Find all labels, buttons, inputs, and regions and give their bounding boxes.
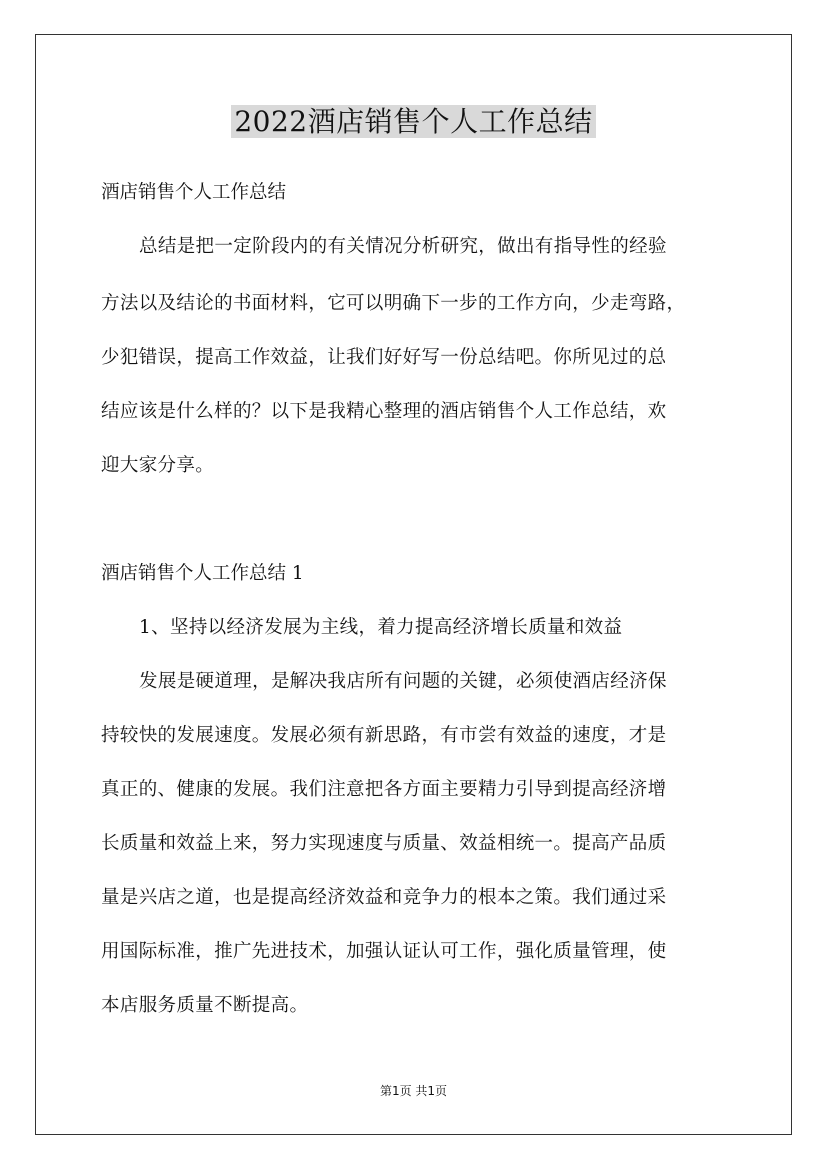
section-line-2: 持较快的发展速度。发展必须有新思路，有市尝有效益的速度，才是 bbox=[101, 725, 667, 746]
section-point: 1、坚持以经济发展为主线，着力提高经济增长质量和效益 bbox=[139, 617, 623, 638]
section-line-1: 发展是硬道理，是解决我店所有问题的关键，必须使酒店经济保 bbox=[139, 671, 667, 692]
page-footer: 第1页 共1页 bbox=[379, 1084, 448, 1098]
intro-line-2: 方法以及结论的书面材料，它可以明确下一步的工作方向，少走弯路， bbox=[101, 293, 686, 314]
section-line-5: 量是兴店之道，也是提高经济效益和竞争力的根本之策。我们通过采 bbox=[101, 887, 667, 908]
document-title bbox=[0, 102, 827, 142]
intro-line-4: 结应该是什么样的？以下是我精心整理的酒店销售个人工作总结，欢 bbox=[101, 401, 667, 422]
section-line-6: 用国际标准，推广先进技术，加强认证认可工作，强化质量管理，使 bbox=[101, 941, 667, 962]
intro-line-1: 总结是把一定阶段内的有关情况分析研究，做出有指导性的经验 bbox=[139, 236, 667, 257]
document-title-text: 2022酒店销售个人工作总结 bbox=[231, 105, 595, 138]
section-line-4: 长质量和效益上来，努力实现速度与质量、效益相统一。提高产品质 bbox=[101, 833, 667, 854]
section-line-3: 真正的、健康的发展。我们注意把各方面主要精力引导到提高经济增 bbox=[101, 779, 667, 800]
section-heading: 酒店销售个人工作总结 1 bbox=[101, 563, 304, 584]
intro-line-3: 少犯错误，提高工作效益，让我们好好写一份总结吧。你所见过的总 bbox=[101, 347, 667, 368]
intro-line-5: 迎大家分享。 bbox=[101, 455, 215, 476]
section-line-7: 本店服务质量不断提高。 bbox=[101, 995, 309, 1016]
intro-heading: 酒店销售个人工作总结 bbox=[101, 182, 287, 203]
